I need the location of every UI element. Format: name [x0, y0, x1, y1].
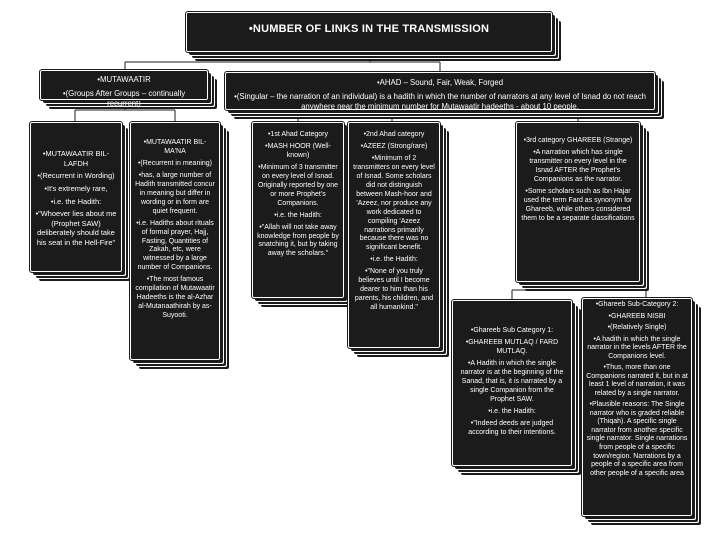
mashhoor-line: •i.e. the Hadith:	[274, 211, 322, 219]
ghareeb-box	[516, 122, 640, 282]
ghareeb-line: •Some scholars such as Ibn Hajar used the term Fard as synonym for Ghareeb, while others considered them to be a separate classifications	[521, 187, 635, 222]
manawi-box	[130, 122, 220, 360]
lafdhi-line: •MUTAWAATIR BIL-LAFDH	[42, 149, 110, 168]
mashhoor-line: •"Allah will not take away knowledge from people by snatching it, but by taking away the scholars."	[257, 223, 339, 258]
nisbi-line: •(Relatively Single)	[607, 324, 667, 332]
manawi-line: •(Recurrent in meaning)	[137, 159, 213, 167]
mutlaq-box	[452, 300, 572, 466]
mutlaq-line: •i.e. the Hadith:	[488, 407, 536, 415]
lafdhi-line: •(Recurrent in Wording)	[37, 171, 115, 181]
manawi-line: •i.e. Hadiths about rituals of formal prayer, Hajj, Fasting, Quantities of Zakah, etc, were witnessed by a large number of Companions.	[136, 219, 214, 272]
ahad-desc: •(Singular – the narration of an individual) is a hadith in which the number of narrators at any level of Isnad do not reach anywhere near the minimum number for Mutawaatir hadeeths - about 10 people.	[234, 91, 646, 112]
nisbi-line: •A hadith in which the single narrator in the levels AFTER the Companions level.	[587, 335, 687, 360]
azeez-line: •AZEEZ (Strong/rare)	[360, 142, 428, 150]
mashhoor-line: •1st Ahad Category	[267, 131, 329, 138]
page-title: •NUMBER OF LINKS IN THE TRANSMISSION	[248, 23, 490, 35]
mashhoor-line: •MASH HOOR (Well-known)	[265, 142, 331, 159]
mutlaq-line: •A Hadith in which the single narrator is at the beginning of the Sanad, that is, it is narrated by a single Companion from the Prophet SAW.	[460, 359, 564, 403]
manawi-line: •MUTAWAATIR BIL-MA'NA	[143, 139, 207, 155]
mutawaatir-box	[40, 70, 208, 109]
nisbi-line: •GHAREEB NISBI	[608, 312, 666, 320]
ahad-box	[225, 72, 655, 110]
manawi-line: •has, a large number of Hadith transmitted concur in meaning but differ in wording or in form are quiet frequent.	[135, 171, 215, 215]
nisbi-line: •Ghareeb Sub-Category 2:	[595, 301, 679, 308]
mutlaq-line: •"Indeed deeds are judged according to their intentions.	[468, 419, 556, 436]
ghareeb-line: •3rd category GHAREEB (Strange)	[523, 137, 633, 144]
title-box	[186, 12, 552, 52]
azeez-line: •"None of you truly believes until I become dearer to him than his parents, his children, and all humankind."	[354, 268, 434, 312]
mutawaatir-heading: •MUTAWAATIR	[97, 75, 151, 84]
lafdhi-line: •i.e. the Hadith:	[50, 196, 102, 206]
lafdhi-line: •"Whoever lies about me (Prophet SAW) deliberately should take his seat in the Hell-Fire"	[35, 209, 117, 247]
manawi-line: •The most famous compilation of Mutawaatir Hadeeths is the al-Azhar al-Mutanaathirah by as-Suyooti.	[135, 276, 215, 320]
lafdhi-box	[30, 122, 122, 272]
nisbi-line: •Plausible reasons: The Single narrator who is graded reliable (Thiqah). A specific single narrator from another specific single narrator. Single narrations from people of a specific town/region. Narrations by a people of a specific area from other people of a specific area	[586, 401, 688, 477]
ghareeb-line: •A narration which has single transmitter on every level in the Isnad AFTER the Prophet's Companions as the narrator.	[529, 148, 627, 183]
nisbi-line: •Thus, more than one Companions narrated it, but in at least 1 level of narration, it was related by a single narrator.	[586, 364, 688, 397]
mashhoor-line: •Minimum of 3 transmitter on every level of Isnad. Originally reported by one or more Prophet's Companions.	[257, 163, 339, 207]
azeez-box	[348, 122, 440, 348]
azeez-line: •i.e. the Hadith:	[370, 256, 418, 264]
azeez-line: •Minimum of 2 transmitters on every level of Isnad. Some scholars did not distinguish between Mash-hoor and 'Azeez, nor produce any work dedicated to compiling 'Azeez narrations primarily because there was no significant benefit.	[353, 154, 435, 252]
nisbi-box	[582, 298, 692, 516]
mashhoor-box	[252, 122, 344, 298]
lafdhi-line: •It's extremely rare,	[44, 183, 108, 193]
mutawaatir-desc: •(Groups After Groups – continually recurrent)	[62, 88, 186, 109]
mutlaq-line: •GHAREEB MUTLAQ / FARD MUTLAQ.	[465, 338, 559, 355]
mutlaq-line: •Ghareeb Sub Category 1:	[470, 327, 554, 334]
ahad-heading: •AHAD – Sound, Fair, Weak, Forged	[376, 78, 504, 87]
azeez-line: •2nd Ahad category	[363, 131, 425, 138]
